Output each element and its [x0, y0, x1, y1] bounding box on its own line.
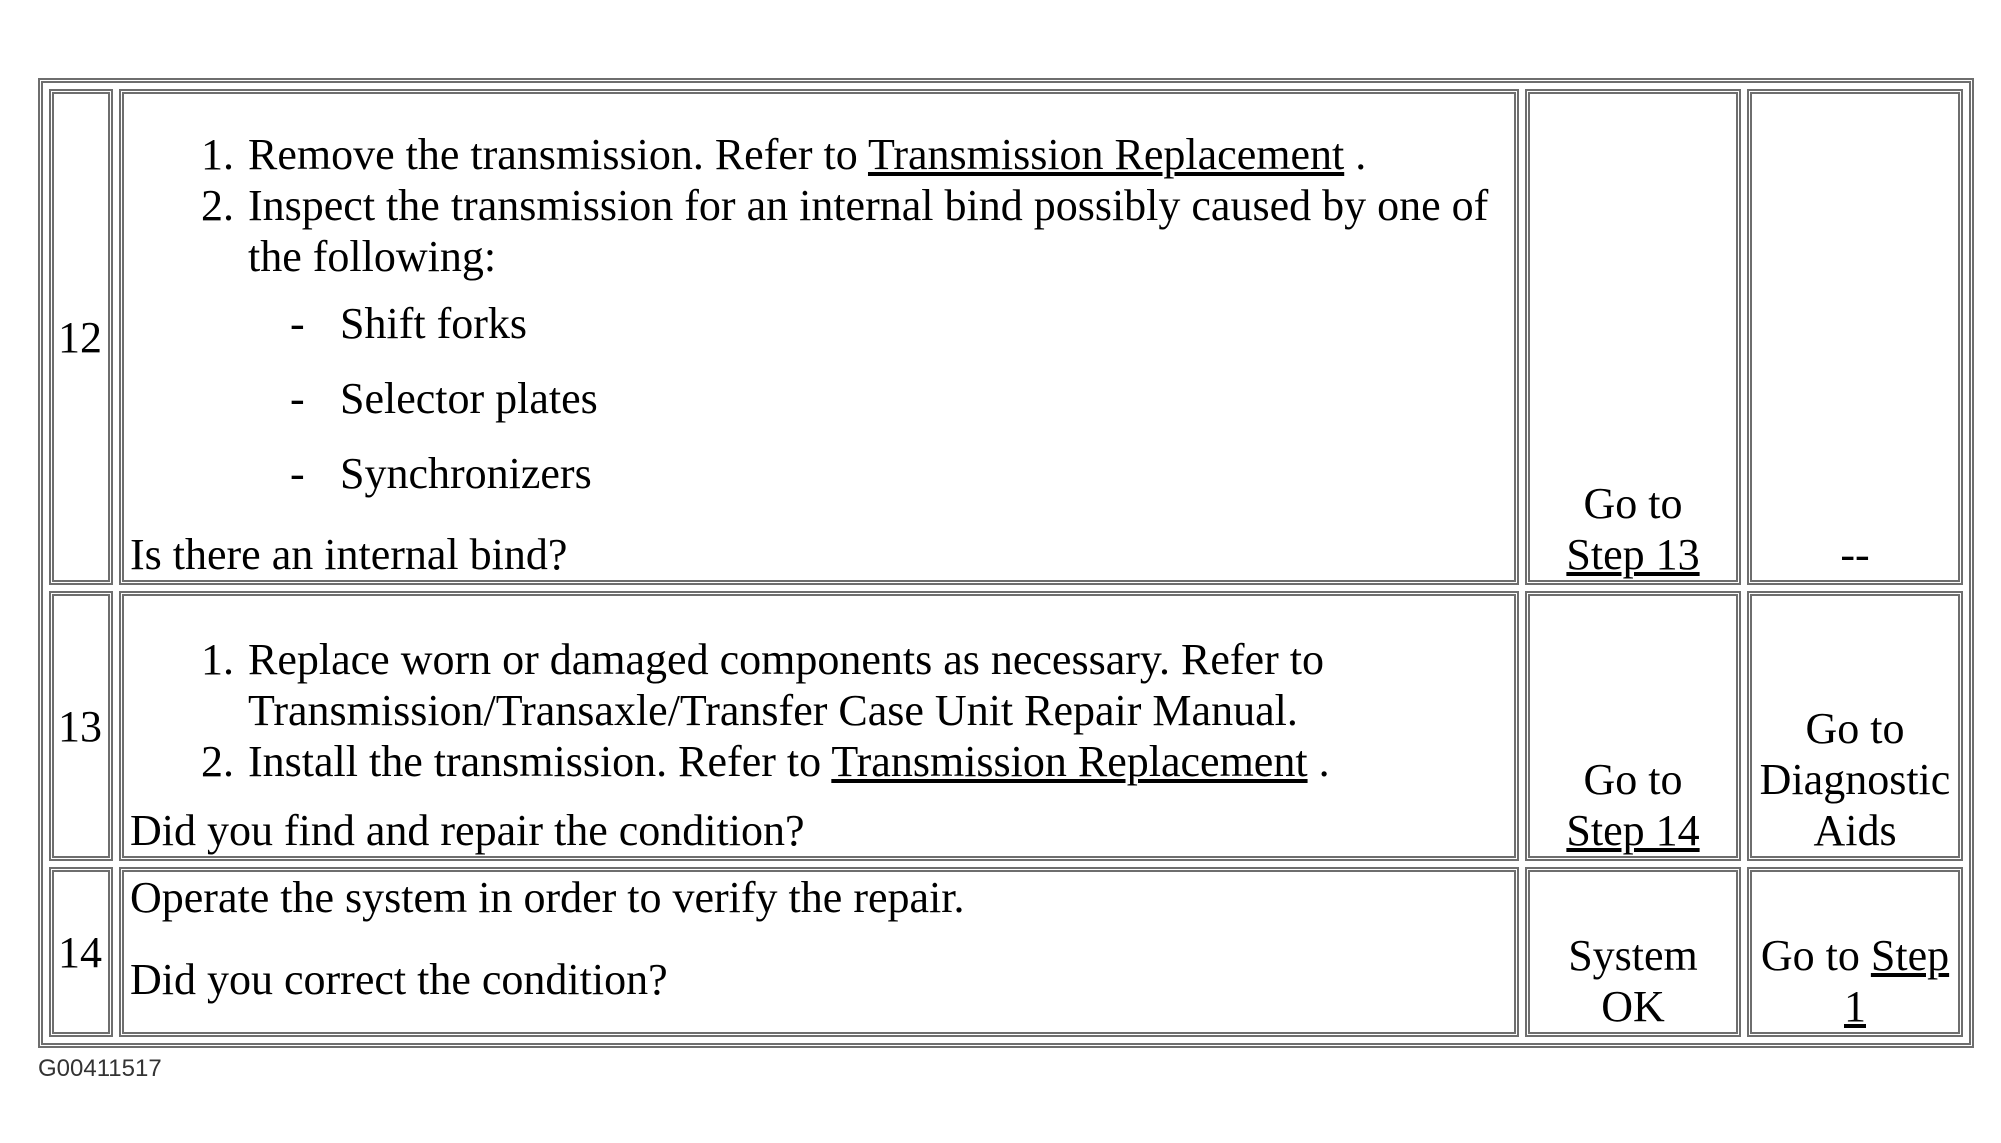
- item-text: Replace worn or damaged components as necessary. Refer to Transmission/Transaxle/Transfer Case Unit Repair Manual.: [248, 635, 1324, 735]
- table-row: [49, 89, 1963, 585]
- question-text: Did you find and repair the condition?: [130, 806, 805, 855]
- yes-cell: [1525, 89, 1741, 585]
- no-cell: [1747, 867, 1963, 1037]
- bullet-item: [248, 361, 1508, 436]
- no-text: Go to Diagnostic Aids: [1759, 704, 1951, 855]
- statement-text: Operate the system in order to verify the repair.: [130, 873, 965, 922]
- item-text-suffix: .: [1344, 130, 1367, 179]
- table-row: [49, 591, 1963, 861]
- step-1-link[interactable]: Step 1: [1844, 931, 1950, 1031]
- bullet-item: [248, 436, 1508, 511]
- item-number: 2.: [201, 181, 234, 230]
- action-cell: [119, 89, 1519, 585]
- question-text: Is there an internal bind?: [130, 530, 568, 579]
- list-item: [130, 180, 1508, 511]
- yes-cell: [1525, 867, 1741, 1037]
- action-cell: [119, 591, 1519, 861]
- step-number: 12: [49, 89, 113, 585]
- list-item: [130, 736, 1508, 787]
- yes-text: Go to: [1583, 479, 1683, 528]
- action-cell: [119, 867, 1519, 1037]
- table-row: [49, 867, 1963, 1037]
- item-number: 2.: [201, 737, 234, 786]
- item-text: Inspect the transmission for an internal bind possibly caused by one of the following:: [248, 181, 1489, 281]
- no-text-wrapper: [1758, 930, 1952, 1032]
- bullet-text: Shift forks: [340, 299, 527, 348]
- bullet-list: [248, 286, 1508, 511]
- no-text: --: [1840, 530, 1870, 579]
- item-text: Remove the transmission. Refer to: [248, 130, 868, 179]
- bullet-dash: -: [290, 299, 305, 348]
- no-cell: [1747, 89, 1963, 585]
- list-item: [130, 129, 1508, 180]
- yes-cell: [1525, 591, 1741, 861]
- no-text: Go to: [1760, 931, 1871, 980]
- diagnostic-table: [38, 78, 1974, 1048]
- action-list: [130, 634, 1508, 787]
- figure-id: G00411517: [38, 1055, 162, 1082]
- step-14-link[interactable]: Step 14: [1566, 806, 1700, 855]
- question-text: Did you correct the condition?: [130, 955, 668, 1004]
- action-list: [130, 129, 1508, 511]
- transmission-replacement-link[interactable]: Transmission Replacement: [831, 737, 1308, 786]
- item-text: Install the transmission. Refer to: [248, 737, 832, 786]
- item-number: 1.: [201, 635, 234, 684]
- transmission-replacement-link[interactable]: Transmission Replacement: [867, 130, 1345, 179]
- item-text-suffix: .: [1307, 737, 1330, 786]
- step-number: 14: [49, 867, 113, 1037]
- no-cell: [1747, 591, 1963, 861]
- yes-text: System OK: [1568, 931, 1698, 1031]
- bullet-dash: -: [290, 449, 305, 498]
- bullet-text: Synchronizers: [340, 449, 592, 498]
- bullet-dash: -: [290, 374, 305, 423]
- step-number: 13: [49, 591, 113, 861]
- bullet-item: [248, 286, 1508, 361]
- bullet-text: Selector plates: [340, 374, 598, 423]
- list-item: [130, 634, 1508, 736]
- item-number: 1.: [201, 130, 234, 179]
- step-13-link[interactable]: Step 13: [1566, 530, 1700, 579]
- yes-text: Go to: [1583, 755, 1683, 804]
